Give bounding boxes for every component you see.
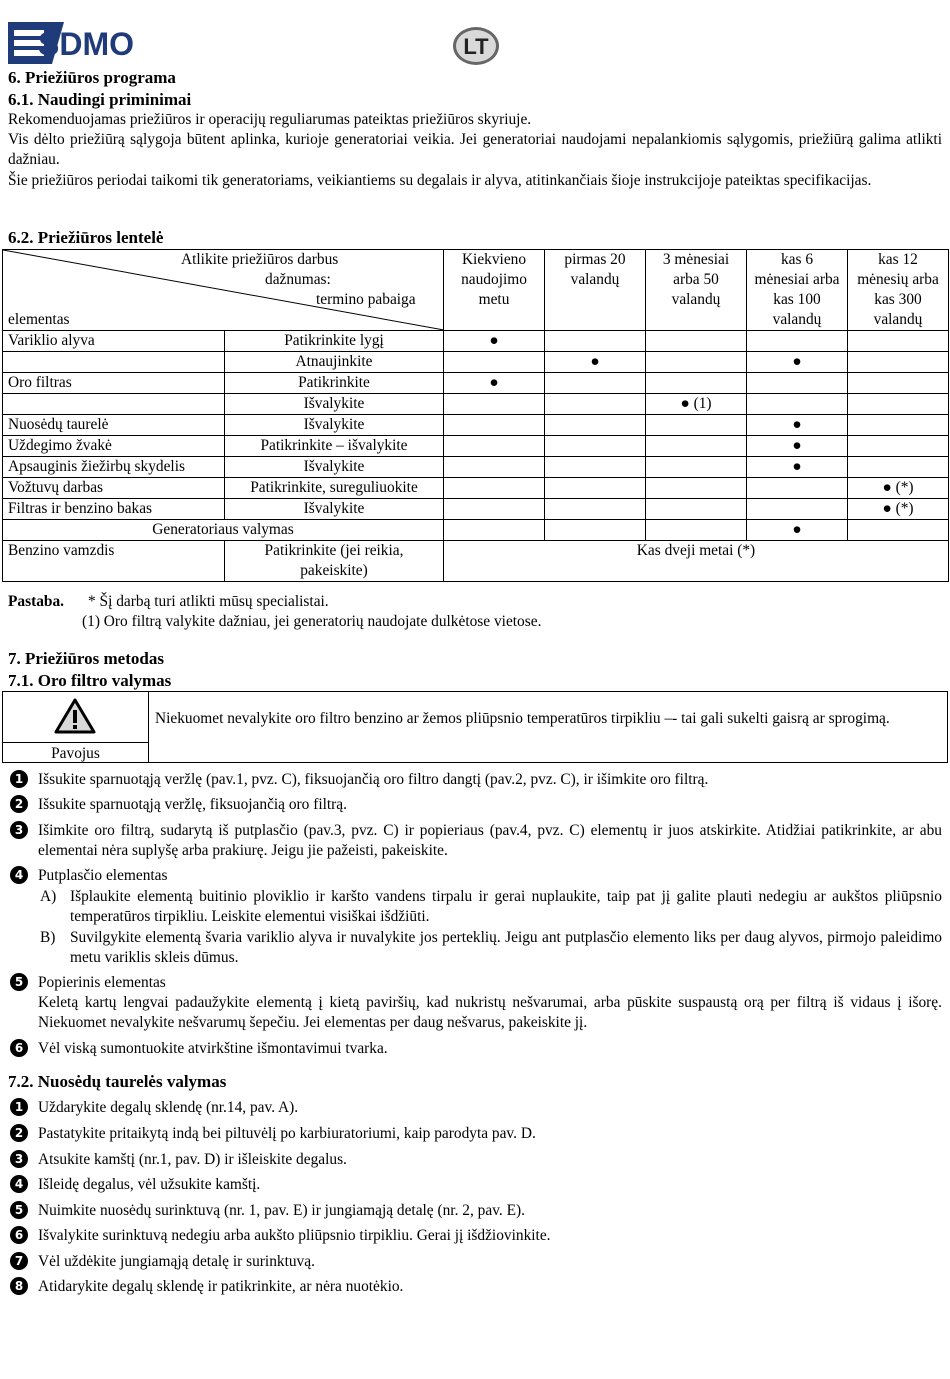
section-6-title: 6. Priežiūros programa [8, 68, 176, 87]
brand-text: SDMO [38, 26, 134, 62]
row-action: Patikrinkite lygį [225, 331, 444, 352]
table-mark: ● [444, 373, 545, 394]
table-mark [646, 373, 747, 394]
table-mark [545, 478, 646, 499]
bowl-step-1: Uždarykite degalų sklendę (nr.14, pav. A). [38, 1099, 299, 1116]
table-mark [545, 394, 646, 415]
note-1: * Šį darbą turi atlikti mūsų specialistai. [88, 593, 329, 610]
bowl-step-2: Pastatykite pritaikytą indą bei piltuvėlį po karbiuratoriumi, kaip parodyta pav. D. [38, 1125, 536, 1142]
air-step-3: Išimkite oro filtrą, sudarytą iš putplasčio (pav.3, pvz. C) ir popieriaus (pav.4, pvz. C) elementų ir juos atskirkite. Atidžiai patikrinkite, ar abu elementai nėra suplyšę arba prakiurę. Jeigu jie pažeisti, pakeiskite. [38, 822, 942, 859]
section-7-2-title: 7.2. Nuosėdų taurelės valymas [8, 1072, 227, 1091]
section-7-1-title: 7.1. Oro filtro valymas [8, 671, 172, 690]
row-item: Uždegimo žvakė [3, 436, 225, 457]
section-6-2-title: 6.2. Priežiūros lentelė [8, 228, 164, 247]
diag-header-mid: dažnumas: [265, 271, 331, 288]
bowl-step-6: Išvalykite surinktuvą nedegiu arba aukšto pliūpsnio tirpikliu. Gerai jį išdžiovinkite. [38, 1227, 551, 1244]
air-step-2: Išsukite sparnuotąją veržlę, fiksuojančią oro filtrą. [38, 796, 347, 813]
col-header: 3 mėnesiai arba 50 valandų [646, 250, 747, 331]
col-header: kas 6 mėnesiai arba kas 100 valandų [747, 250, 848, 331]
language-code: LT [463, 34, 489, 59]
row-action: Patikrinkite – išvalykite [225, 436, 444, 457]
table-mark: ● [747, 520, 848, 541]
table-mark [545, 499, 646, 520]
table-mark [444, 499, 545, 520]
table-mark [545, 415, 646, 436]
paragraph-1: Rekomenduojamas priežiūros ir operacijų reguliarumas pateiktas priežiūros skyriuje. [8, 111, 532, 128]
step-number-icon: 4 [10, 1175, 28, 1193]
table-mark [747, 394, 848, 415]
table-mark [848, 415, 949, 436]
step-number-icon: 1 [10, 1098, 28, 1116]
table-mark [545, 331, 646, 352]
danger-icon-cell [3, 692, 149, 762]
table-mark [545, 373, 646, 394]
note-label: Pastaba. [8, 593, 65, 610]
danger-box [2, 691, 948, 763]
row-action: Patikrinkite, sureguliuokite [225, 478, 444, 499]
row-action: Atnaujinkite [225, 352, 444, 373]
table-mark: ● (*) [848, 478, 949, 499]
table-mark [545, 457, 646, 478]
table-mark [646, 352, 747, 373]
note-2: (1) Oro filtrą valykite dažniau, jei generatorių naudojate dulkėtose vietose. [82, 613, 542, 630]
diag-header-right: termino pabaiga [316, 291, 416, 308]
row-action: Išvalykite [225, 415, 444, 436]
table-mark [646, 436, 747, 457]
row-item: Variklio alyva [3, 331, 225, 352]
section-6-1-title: 6.1. Naudingi priminimai [8, 90, 192, 109]
row-item: Nuosėdų taurelė [3, 415, 225, 436]
table-mark [444, 436, 545, 457]
table-mark [848, 457, 949, 478]
air-step-5-title: Popierinis elementas [38, 974, 166, 991]
sub-label: A) [40, 888, 57, 905]
table-row [3, 394, 949, 415]
step-number-icon: 2 [10, 795, 28, 813]
table-mark: ● [444, 331, 545, 352]
fuel-pipe-action: Patikrinkite (jei reikia, pakeiskite) [225, 541, 444, 582]
table-mark [646, 331, 747, 352]
row-action: Išvalykite [225, 457, 444, 478]
table-mark [747, 478, 848, 499]
warning-triangle-icon [54, 698, 96, 734]
col-header: pirmas 20 valandų [545, 250, 646, 331]
air-step-1: Išsukite sparnuotąją veržlę (pav.1, pvz. C), fiksuojančią oro filtro dangtį (pav.2, pvz. C), ir išimkite oro filtrą. [38, 771, 709, 788]
step-number-icon: 6 [10, 1226, 28, 1244]
col-header: Kiekvieno naudojimo metu [444, 250, 545, 331]
table-mark: ● (*) [848, 499, 949, 520]
diag-header-top: Atlikite priežiūros darbus [181, 251, 339, 268]
table-mark [848, 352, 949, 373]
col-header: kas 12 mėnesių arba kas 300 valandų [848, 250, 949, 331]
table-mark [646, 457, 747, 478]
bowl-step-3: Atsukite kamštį (nr.1, pav. D) ir išleiskite degalus. [38, 1151, 347, 1168]
step-number-icon: 3 [10, 1150, 28, 1168]
table-mark [747, 499, 848, 520]
step-number-icon: 5 [10, 973, 28, 991]
row-action: Patikrinkite [225, 373, 444, 394]
row-item: Vožtuvų darbas [3, 478, 225, 499]
table-row [3, 331, 949, 352]
row-action: Išvalykite [225, 499, 444, 520]
table-mark: ● [747, 436, 848, 457]
step-number-icon: 7 [10, 1252, 28, 1270]
danger-text: Niekuomet nevalykite oro filtro benzino ar žemos pliūpsnio temperatūros tirpikliu –- tai gali sukelti gaisrą ar sprogimą. [155, 710, 890, 727]
table-mark [848, 436, 949, 457]
table-row [3, 373, 949, 394]
table-mark [444, 352, 545, 373]
table-mark: ● [747, 352, 848, 373]
language-badge [452, 26, 500, 66]
table-mark: ● [545, 352, 646, 373]
table-row [3, 457, 949, 478]
table-mark [444, 415, 545, 436]
maintenance-table [2, 249, 949, 582]
table-mark: ● (1) [646, 394, 747, 415]
table-row [3, 352, 949, 373]
diag-header-bottom: elementas [8, 311, 70, 328]
table-row [3, 499, 949, 520]
table-mark [747, 331, 848, 352]
table-diagonal-header [3, 250, 444, 331]
paragraph-2: Vis dėlto priežiūrą sąlygoja būtent aplinka, kurioje generatoriai veikia. Jei generatoriai naudojami nepalankiomis sąlygomis, priežiūrą galima atlikti dažniau. [8, 131, 942, 168]
step-number-icon: 3 [10, 821, 28, 839]
table-mark [646, 499, 747, 520]
step-number-icon: 6 [10, 1039, 28, 1057]
row-item [3, 394, 225, 415]
row-item [3, 352, 225, 373]
table-mark [747, 373, 848, 394]
table-mark [848, 394, 949, 415]
step-number-icon: 2 [10, 1124, 28, 1142]
table-mark: ● [747, 415, 848, 436]
danger-caption: Pavojus [3, 742, 148, 763]
sub-text: Suvilgykite elementą švaria variklio alyva ir nuvalykite jos perteklių. Jeigu ant putplasčio elemento liks per daug alyvos, pirmojo paleidimo metu variklis skleis dūmus. [70, 929, 942, 966]
air-step-4: Putplasčio elementas [38, 867, 168, 884]
fuel-pipe-period: Kas dveji metai (*) [444, 541, 949, 582]
table-row [3, 478, 949, 499]
table-mark [848, 331, 949, 352]
bowl-step-8: Atidarykite degalų sklendę ir patikrinkite, ar nėra nuotėkio. [38, 1278, 404, 1295]
table-mark [444, 457, 545, 478]
step-number-icon: 5 [10, 1201, 28, 1219]
table-row [3, 415, 949, 436]
paragraph-3: Šie priežiūros periodai taikomi tik generatoriams, veikiantiems su degalais ir alyva, atitinkančiais šioje instrukcijoje pateiktas specifikacijas. [8, 172, 872, 189]
row-item: Filtras ir benzino bakas [3, 499, 225, 520]
fuel-pipe-item: Benzino vamzdis [3, 541, 225, 582]
row-item: Apsauginis žiežirbų skydelis [3, 457, 225, 478]
table-mark [545, 436, 646, 457]
generator-clean-label: Generatoriaus valymas [3, 520, 444, 541]
table-mark [848, 373, 949, 394]
sub-text: Išplaukite elementą buitinio ploviklio ir karšto vandens tirpalu ir gerai nuplaukite, taip pat jį galite plauti nedegiu ar aukštos pliūpsnio temperatūros tirpikliu. Leiskite elementui visiškai išdžiūti. [70, 888, 942, 925]
bowl-step-4: Išleidę degalus, vėl užsukite kamštį. [38, 1176, 261, 1193]
air-step-5-text: Keletą kartų lengvai padaužykite elementą į kietą paviršių, kad nukristų nešvarumai, arba pūskite suspaustą orą per filtrą iš vidaus į išorę. Niekuomet nevalykite nešvarumų šepečiu. Jei elementas per daug nešvarus, pakeiskite jį. [38, 994, 942, 1031]
table-mark: ● [747, 457, 848, 478]
row-item: Oro filtras [3, 373, 225, 394]
table-mark [444, 394, 545, 415]
table-row [3, 436, 949, 457]
step-number-icon: 4 [10, 866, 28, 884]
sdmo-logo [8, 22, 145, 64]
step-number-icon: 1 [10, 770, 28, 788]
row-action: Išvalykite [225, 394, 444, 415]
table-mark [646, 478, 747, 499]
step-number-icon: 8 [10, 1277, 28, 1295]
sub-label: B) [40, 929, 56, 946]
air-step-6: Vėl viską sumontuokite atvirkštine išmontavimui tvarka. [38, 1040, 388, 1057]
bowl-step-7: Vėl uždėkite jungiamąją detalę ir surinktuvą. [38, 1253, 315, 1270]
bowl-step-5: Nuimkite nuosėdų surinktuvą (nr. 1, pav. E) ir jungiamąją detalę (nr. 2, pav. E). [38, 1202, 525, 1219]
table-mark [444, 478, 545, 499]
section-7-title: 7. Priežiūros metodas [8, 649, 164, 668]
table-mark [646, 415, 747, 436]
